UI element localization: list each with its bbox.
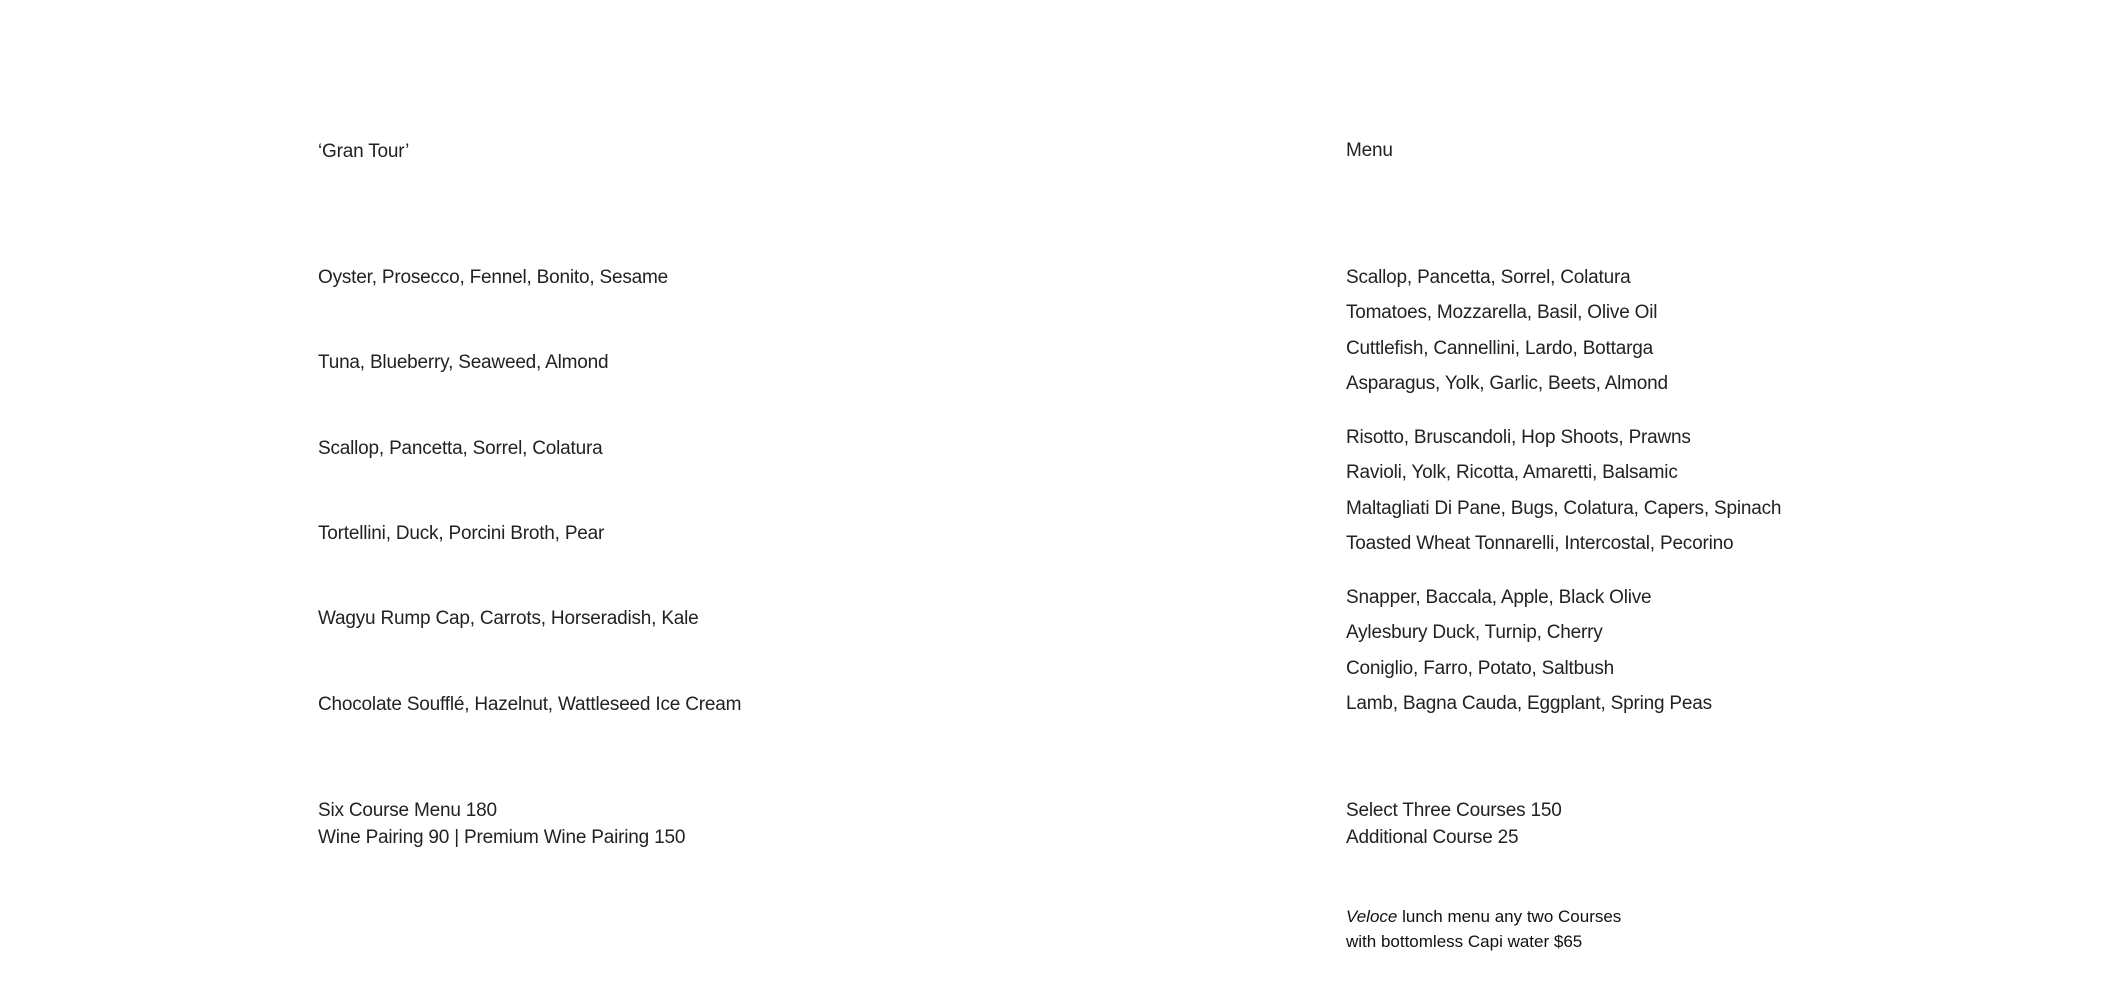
- menu-pasta-1: Risotto, Bruscandoli, Hop Shoots, Prawns: [1346, 427, 1691, 448]
- menu-pasta-2: Ravioli, Yolk, Ricotta, Amaretti, Balsamic: [1346, 462, 1678, 483]
- gran-tour-price: Six Course Menu 180: [318, 800, 497, 821]
- menu-title: Menu: [1346, 140, 1393, 161]
- gran-tour-course-1: Oyster, Prosecco, Fennel, Bonito, Sesame: [318, 267, 669, 288]
- veloce-line-1-rest: lunch menu any two Courses: [1397, 907, 1622, 926]
- veloce-line-2: with bottomless Capi water $65: [1346, 932, 1583, 951]
- veloce-lunch-note: [1346, 904, 1621, 954]
- gran-tour-course-3: Scallop, Pancetta, Sorrel, Colatura: [318, 438, 603, 459]
- veloce-line-1: [1346, 904, 1621, 929]
- gran-tour-course-5: Wagyu Rump Cap, Carrots, Horseradish, Kale: [318, 608, 699, 629]
- menu-entree-2: Tomatoes, Mozzarella, Basil, Olive Oil: [1346, 302, 1658, 323]
- select-three-courses-price: Select Three Courses 150: [1346, 800, 1562, 821]
- gran-tour-title: ‘Gran Tour’: [318, 141, 410, 162]
- menu-pasta-4: Toasted Wheat Tonnarelli, Intercostal, Pecorino: [1346, 533, 1734, 554]
- menu-main-2: Aylesbury Duck, Turnip, Cherry: [1346, 622, 1603, 643]
- gran-tour-course-6: Chocolate Soufflé, Hazelnut, Wattleseed Ice Cream: [318, 694, 742, 715]
- menu-main-3: Coniglio, Farro, Potato, Saltbush: [1346, 658, 1614, 679]
- menu-entree-3: Cuttlefish, Cannellini, Lardo, Bottarga: [1346, 338, 1653, 359]
- gran-tour-course-2: Tuna, Blueberry, Seaweed, Almond: [318, 352, 609, 373]
- additional-course-price: Additional Course 25: [1346, 827, 1519, 848]
- menu-pasta-3: Maltagliati Di Pane, Bugs, Colatura, Capers, Spinach: [1346, 498, 1782, 519]
- menu-entree-1: Scallop, Pancetta, Sorrel, Colatura: [1346, 267, 1631, 288]
- menu-entree-4: Asparagus, Yolk, Garlic, Beets, Almond: [1346, 373, 1668, 394]
- menu-main-1: Snapper, Baccala, Apple, Black Olive: [1346, 587, 1652, 608]
- veloce-italic: Veloce: [1346, 907, 1398, 926]
- gran-tour-course-4: Tortellini, Duck, Porcini Broth, Pear: [318, 523, 605, 544]
- wine-pairing-price: Wine Pairing 90 | Premium Wine Pairing 150: [318, 827, 686, 848]
- menu-main-4: Lamb, Bagna Cauda, Eggplant, Spring Peas: [1346, 693, 1712, 714]
